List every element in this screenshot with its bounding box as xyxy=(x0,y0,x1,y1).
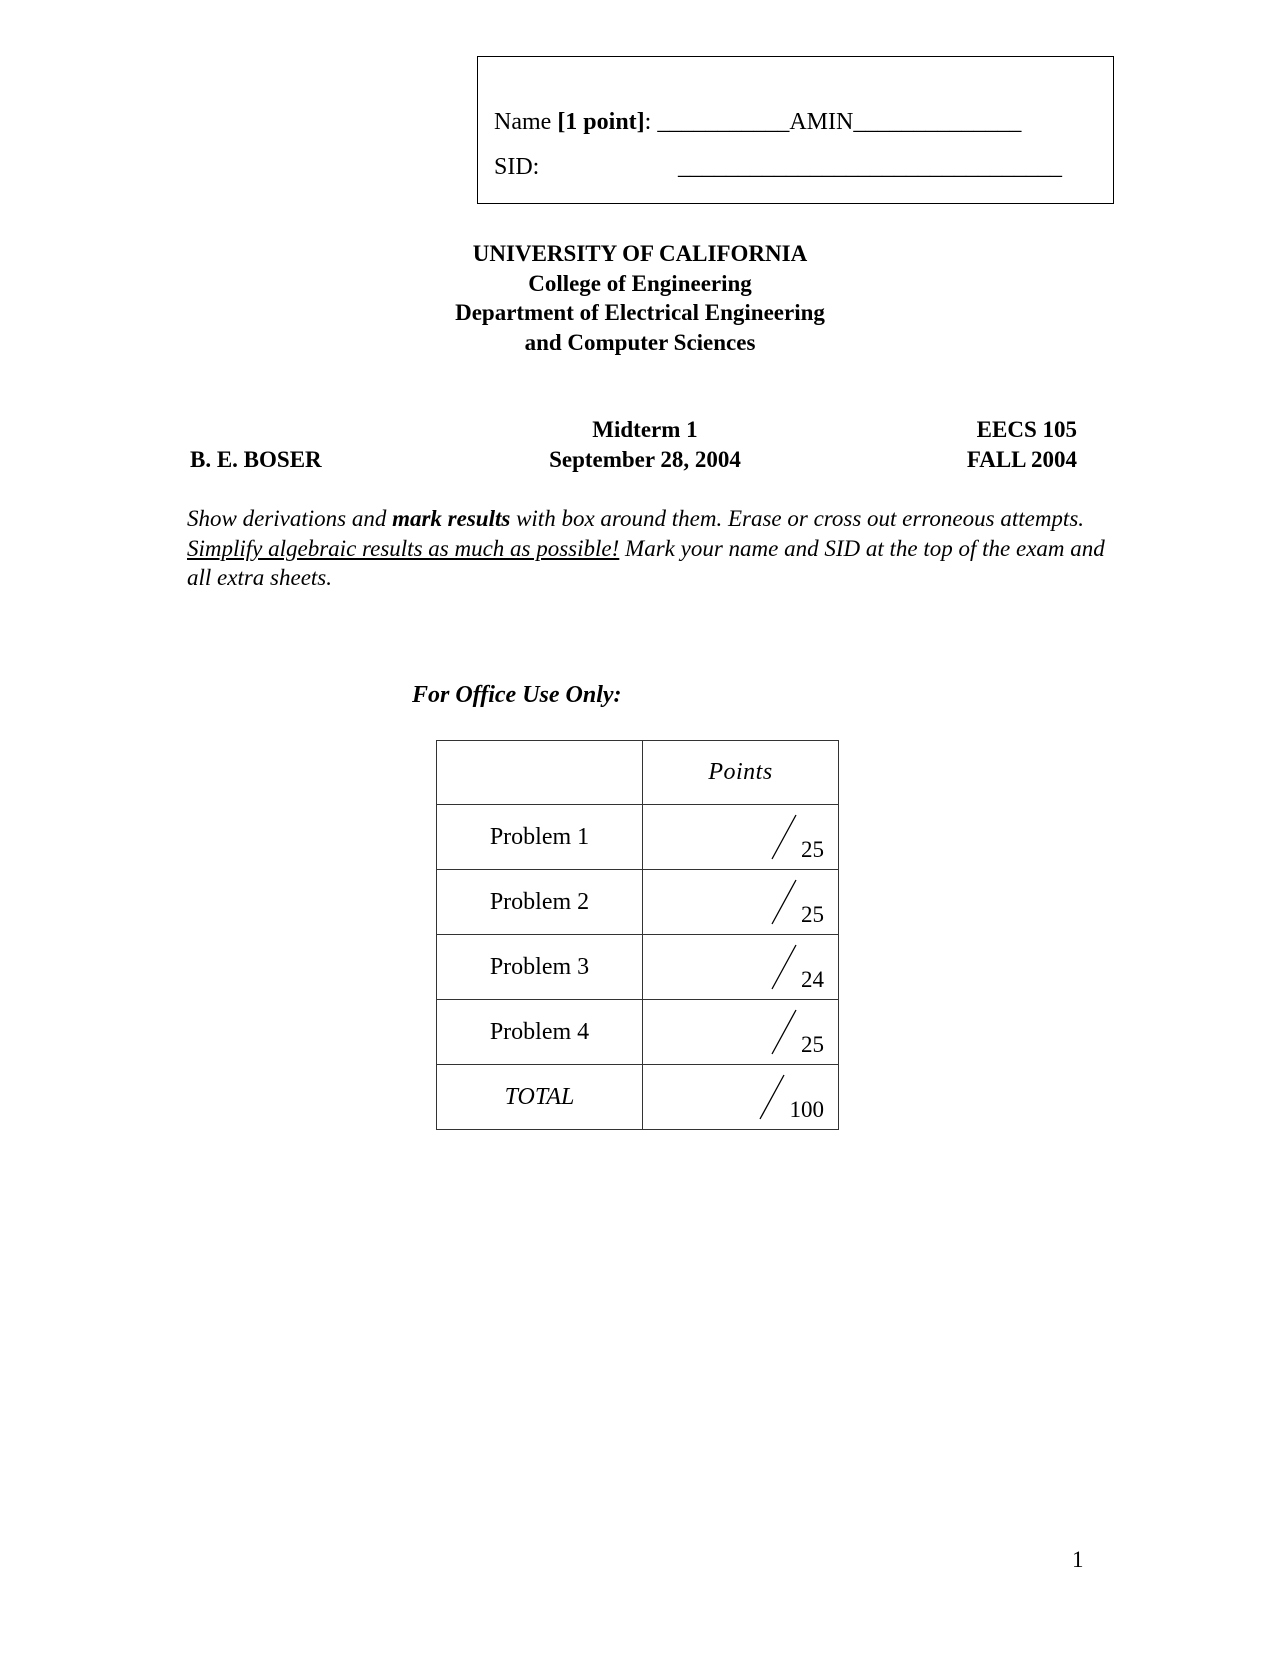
instructions-text-2: with box around them. Erase or cross out erroneous attempts. xyxy=(510,506,1085,531)
row-label: Problem 1 xyxy=(437,805,643,870)
row-label: Problem 4 xyxy=(437,1000,643,1065)
empty-header-cell xyxy=(437,741,643,805)
instructor: B. E. BOSER xyxy=(190,447,322,472)
max-points: 24 xyxy=(801,967,824,992)
score-fraction xyxy=(764,878,824,928)
score-fraction xyxy=(764,1008,824,1058)
term: FALL 2004 xyxy=(966,447,1077,472)
max-points: 25 xyxy=(801,837,824,862)
score-fraction xyxy=(764,943,824,993)
page-number: 1 xyxy=(1072,1547,1084,1572)
table-row-total xyxy=(437,1065,839,1130)
points-cell xyxy=(643,805,839,870)
university-header xyxy=(320,239,960,357)
points-cell xyxy=(643,870,839,935)
points-cell-total xyxy=(643,1065,839,1130)
table-row xyxy=(437,870,839,935)
instructions-text-3: Mark your name and SID at the top of the exam and all extra sheets. xyxy=(187,535,1105,590)
sid-line xyxy=(494,154,1062,181)
name-value: : ___________AMIN______________ xyxy=(644,109,1022,135)
max-points: 25 xyxy=(801,902,824,927)
sid-blank: ________________________________ xyxy=(678,154,1062,180)
name-sid-box xyxy=(477,56,1114,204)
table-row xyxy=(437,805,839,870)
exam-title: Midterm 1 xyxy=(592,417,698,442)
sid-label: SID: xyxy=(494,154,540,180)
table-row xyxy=(437,1000,839,1065)
max-points: 100 xyxy=(789,1097,824,1122)
name-points: [1 point] xyxy=(557,109,645,135)
points-header: Points xyxy=(643,741,839,805)
row-label: Problem 3 xyxy=(437,935,643,1000)
course-code: EECS 105 xyxy=(976,417,1077,442)
table-row xyxy=(437,935,839,1000)
instructions-underlined: Simplify algebraic results as much as possible! xyxy=(187,535,620,561)
instructions-text-1: Show derivations and xyxy=(187,506,393,531)
table-header-row xyxy=(437,741,839,805)
row-label: Problem 2 xyxy=(437,870,643,935)
department-name-cont: and Computer Sciences xyxy=(524,329,756,355)
university-name: UNIVERSITY OF CALIFORNIA xyxy=(472,241,808,266)
instructions xyxy=(187,504,1107,593)
points-table xyxy=(436,740,839,1130)
office-use-title: For Office Use Only: xyxy=(412,682,622,708)
max-points: 25 xyxy=(801,1032,824,1057)
exam-date: September 28, 2004 xyxy=(549,447,741,472)
points-cell xyxy=(643,1000,839,1065)
points-cell xyxy=(643,935,839,1000)
department-name: Department of Electrical Engineering xyxy=(455,300,825,325)
name-line xyxy=(494,109,1021,136)
total-label: TOTAL xyxy=(437,1065,643,1130)
score-fraction xyxy=(764,813,824,863)
instructions-bold: mark results xyxy=(392,506,511,531)
score-fraction xyxy=(754,1073,824,1123)
college-name: College of Engineering xyxy=(528,270,752,296)
name-label: Name xyxy=(494,109,552,135)
